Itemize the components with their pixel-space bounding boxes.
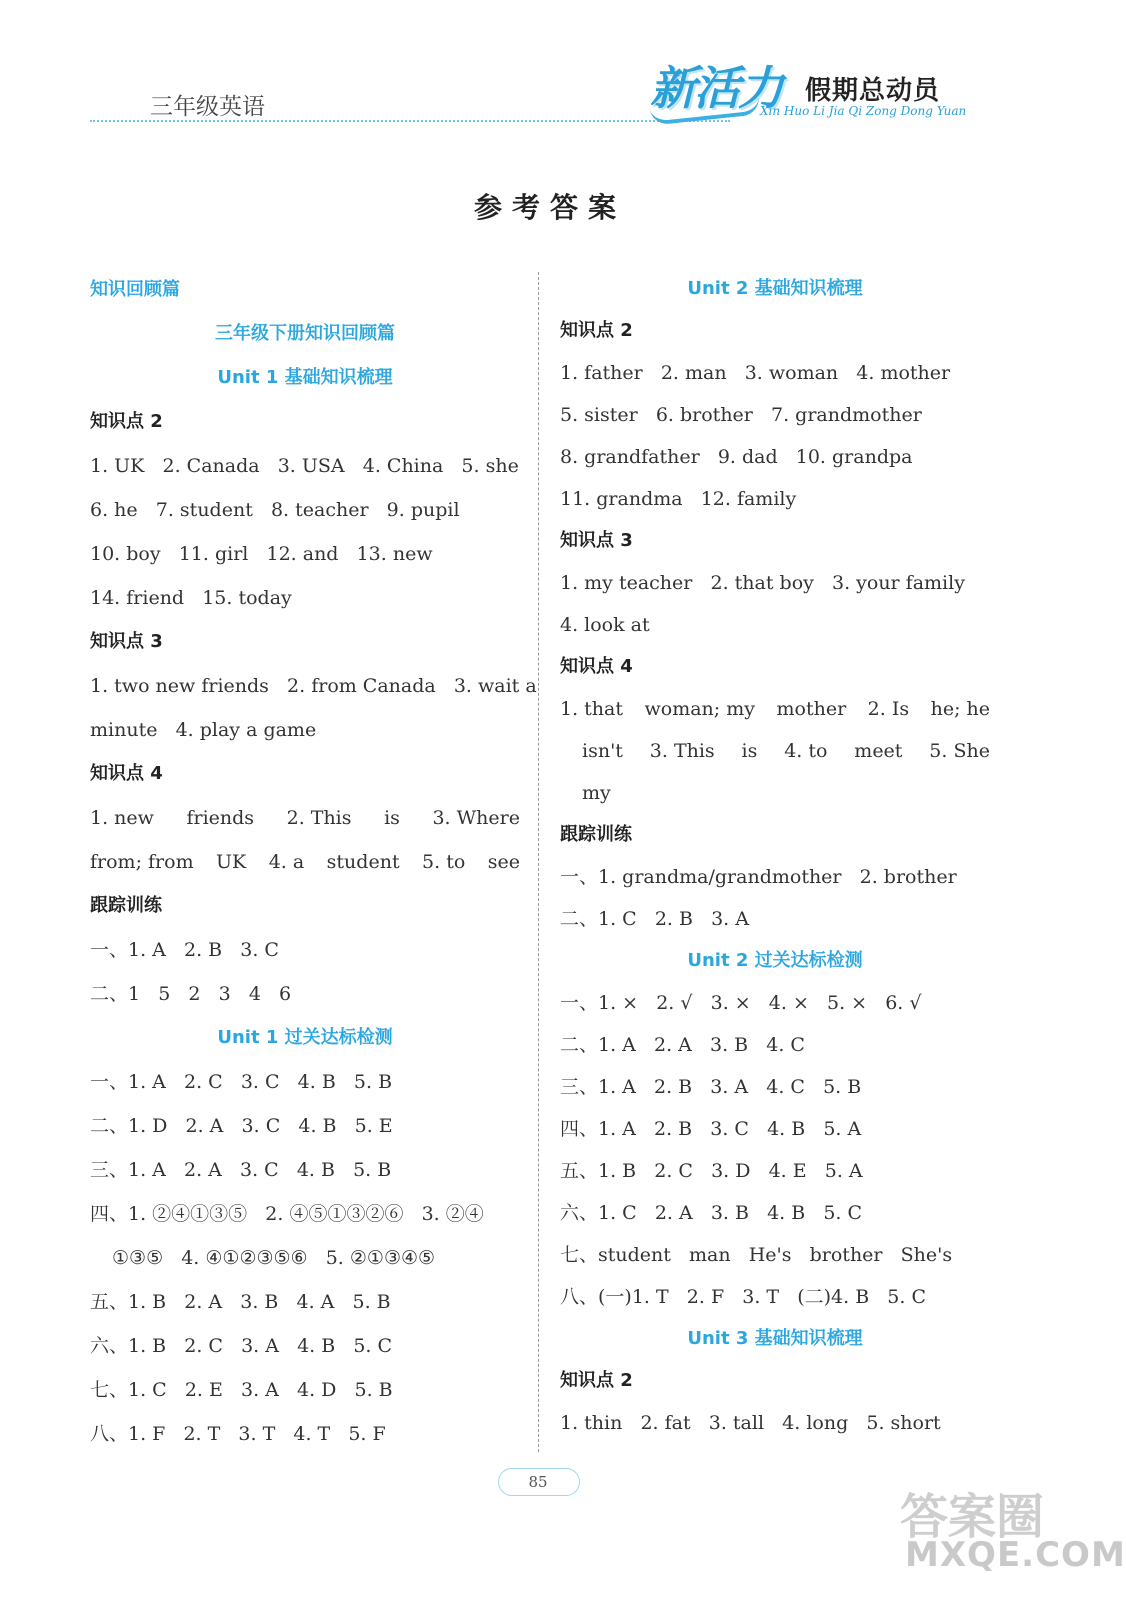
watermark-url: MXQE.COM [905, 1535, 1126, 1575]
answer-line [90, 796, 520, 840]
answer-word: 5. She [929, 740, 990, 762]
answer-line: 1. two new friends 2. from Canada 3. wait a [90, 675, 537, 697]
watermark-logo: 答案圈 [900, 1489, 1045, 1545]
answer-line [560, 688, 990, 730]
answer-line: 四、1. ②④①③⑤ 2. ④⑤①③②⑥ 3. ②④ [90, 1203, 484, 1225]
answer-line: ①③⑤ 4. ④①②③⑤⑥ 5. ②①③④⑤ [112, 1247, 436, 1269]
header-subject: 三年级英语 [150, 94, 265, 120]
answer-line: 七、student man He's brother She's [560, 1244, 953, 1266]
answer-line: 14. friend 15. today [90, 587, 292, 609]
page-title: 参考答案 [473, 191, 626, 224]
answer-line: 八、(一)1. T 2. F 3. T (二)4. B 5. C [560, 1286, 926, 1308]
answer-line: 六、1. C 2. A 3. B 4. B 5. C [560, 1202, 863, 1224]
answer-line [560, 730, 990, 772]
knowledge-point-heading: 知识点 2 [90, 411, 163, 432]
answer-line: 六、1. B 2. C 3. A 4. B 5. C [90, 1335, 393, 1357]
knowledge-point-heading: 知识点 2 [560, 320, 633, 341]
answer-line: 11. grandma 12. family [560, 488, 797, 510]
unit-heading: Unit 2 过关达标检测 [687, 950, 863, 971]
brand-logo [650, 52, 990, 132]
answer-word: student [326, 851, 400, 873]
answer-line: 五、1. B 2. C 3. D 4. E 5. A [560, 1160, 863, 1182]
answer-word: woman; my [644, 698, 755, 720]
brand-main-text: 新活力 [650, 61, 782, 115]
answer-line: minute 4. play a game [90, 719, 317, 741]
answer-word: UK [216, 851, 247, 873]
answer-word: from; from [90, 851, 194, 873]
answer-line: 二、1. D 2. A 3. C 4. B 5. E [90, 1115, 393, 1137]
answer-word: 5. to [422, 851, 466, 873]
answer-word: 4. to [784, 740, 828, 762]
unit-heading: Unit 2 基础知识梳理 [687, 278, 863, 299]
knowledge-point-heading: 知识点 3 [560, 530, 633, 551]
answer-word: isn't [582, 740, 623, 762]
answer-line: 4. look at [560, 614, 650, 636]
brand-sub-text: 假期总动员 [805, 76, 941, 106]
answer-word: friends [186, 807, 255, 829]
answer-word: mother [776, 698, 847, 720]
answer-line: 七、1. C 2. E 3. A 4. D 5. B [90, 1379, 393, 1401]
answer-line: 三、1. A 2. A 3. C 4. B 5. B [90, 1159, 392, 1181]
right-column [560, 268, 990, 1444]
answer-word: meet [854, 740, 903, 762]
answer-line: 8. grandfather 9. dad 10. grandpa [560, 446, 913, 468]
answer-word: 1. new [90, 807, 154, 829]
answer-line: my [582, 782, 611, 804]
answer-word: see [487, 851, 520, 873]
answer-line: 1. UK 2. Canada 3. USA 4. China 5. she [90, 455, 519, 477]
answer-line: 1. thin 2. fat 3. tall 4. long 5. short [560, 1412, 941, 1434]
answer-line: 四、1. A 2. B 3. C 4. B 5. A [560, 1118, 862, 1140]
knowledge-point-heading: 知识点 3 [90, 631, 163, 652]
answer-line: 一、1. A 2. B 3. C [90, 939, 279, 961]
unit-heading: Unit 3 基础知识梳理 [687, 1328, 863, 1349]
answer-line [90, 840, 520, 884]
answer-line: 5. sister 6. brother 7. grandmother [560, 404, 922, 426]
answer-word: is [384, 807, 400, 829]
answer-word: 1. that [560, 698, 624, 720]
answer-line: 二、1. A 2. A 3. B 4. C [560, 1034, 805, 1056]
answer-word: 2. Is [867, 698, 910, 720]
left-column [90, 268, 537, 1456]
answer-line: 五、1. B 2. A 3. B 4. A 5. B [90, 1291, 391, 1313]
answer-word: 3. Where [432, 807, 520, 829]
answer-word: he; he [930, 698, 990, 720]
answer-word: 3. This [649, 740, 715, 762]
answer-word: 2. This [286, 807, 352, 829]
page-number: 85 [528, 1473, 548, 1491]
column-divider [538, 272, 539, 1452]
answer-line: 八、1. F 2. T 3. T 4. T 5. F [90, 1423, 386, 1445]
answer-line: 一、1. × 2. √ 3. × 4. × 5. × 6. √ [560, 992, 922, 1014]
section-heading: 知识回顾篇 [90, 279, 180, 300]
answer-line: 6. he 7. student 8. teacher 9. pupil [90, 499, 460, 521]
subsection-heading: 三年级下册知识回顾篇 [215, 323, 395, 344]
unit-heading: Unit 1 过关达标检测 [217, 1027, 393, 1048]
answer-line: 1. my teacher 2. that boy 3. your family [560, 572, 965, 594]
header-dotted-line [90, 120, 730, 122]
unit-heading: Unit 1 基础知识梳理 [217, 367, 393, 388]
knowledge-point-heading: 知识点 2 [560, 1370, 633, 1391]
practice-heading: 跟踪训练 [560, 824, 632, 845]
answer-line: 三、1. A 2. B 3. A 4. C 5. B [560, 1076, 862, 1098]
answer-line: 一、1. A 2. C 3. C 4. B 5. B [90, 1071, 393, 1093]
answer-line: 二、1 5 2 3 4 6 [90, 983, 292, 1005]
answer-line: 一、1. grandma/grandmother 2. brother [560, 866, 957, 888]
knowledge-point-heading: 知识点 4 [560, 656, 633, 677]
answer-line: 二、1. C 2. B 3. A [560, 908, 749, 930]
brand-pinyin: Xin Huo Li Jia Qi Zong Dong Yuan [760, 104, 967, 118]
knowledge-point-heading: 知识点 4 [90, 763, 163, 784]
answer-line: 1. father 2. man 3. woman 4. mother [560, 362, 951, 384]
answer-word: is [741, 740, 758, 762]
answer-word: 4. a [268, 851, 305, 873]
practice-heading: 跟踪训练 [90, 895, 162, 916]
answer-line: 10. boy 11. girl 12. and 13. new [90, 543, 433, 565]
